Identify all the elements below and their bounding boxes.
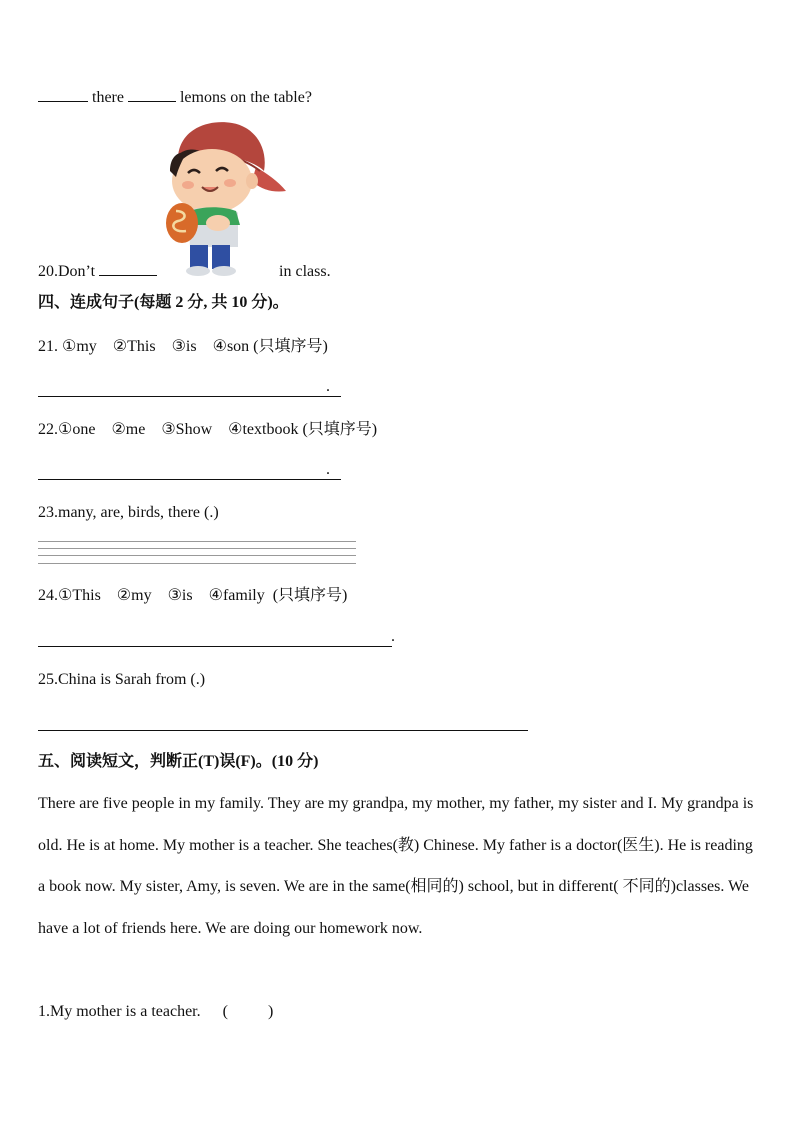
reading-passage: There are five people in my family. They are my grandpa, my mother, my father, my sister and I. My grandpa is old. He is at home. My mother is a teacher. She teaches(教) Chinese. My father is a doctor(医生). He is reading a book now. My sister, Amy, is seven. We are in the same(相同的) school, but in different( 不同的)classes. We have a lot of friends here. We are doing our homework now. xyxy=(38,795,754,937)
reading-question-1 xyxy=(38,1002,273,1022)
writing-line-2[interactable] xyxy=(38,548,356,549)
section-5-heading: 五、阅读短文，判断正(T)误(F)。(10 分) xyxy=(38,753,319,770)
answer-line-21[interactable] xyxy=(38,396,341,397)
reading-question-1-text: 1.My mother is a teacher. xyxy=(38,1003,201,1020)
writing-line-4[interactable] xyxy=(38,563,356,564)
question-20 xyxy=(38,261,331,282)
question-22: 22.①one ②me ③Show ④textbook (只填序号) xyxy=(38,421,378,438)
writing-line-3[interactable] xyxy=(38,555,356,556)
q19-text-after: lemons on the table? xyxy=(179,89,312,106)
answer-blank[interactable] xyxy=(38,87,88,102)
answer-line-25[interactable] xyxy=(38,730,528,731)
question-21: 21. ①my ②This ③is ④son (只填序号) xyxy=(38,338,328,355)
q20-label: 20.Don’t xyxy=(38,263,96,280)
answer-line-24[interactable] xyxy=(38,646,392,647)
answer-blank[interactable] xyxy=(99,261,157,276)
answer-blank[interactable] xyxy=(128,87,176,102)
question-23: 23.many, are, birds, there (.) xyxy=(38,504,219,521)
writing-line-1[interactable] xyxy=(38,541,356,542)
answer-line-24-period: . xyxy=(391,628,395,645)
answer-line-22[interactable] xyxy=(38,479,341,480)
section-4-heading: 四、连成句子(每题 2 分, 共 10 分)。 xyxy=(38,294,289,311)
answer-line-22-period: . xyxy=(326,461,330,478)
question-19 xyxy=(38,87,312,108)
q20-text-after: in class. xyxy=(279,263,331,280)
question-24: 24.①This ②my ③is ④family (只填序号) xyxy=(38,587,348,604)
question-25: 25.China is Sarah from (.) xyxy=(38,671,206,688)
answer-line-21-period: . xyxy=(326,378,330,395)
boy-with-ball-illustration xyxy=(160,115,292,277)
q19-text-before: there xyxy=(92,89,124,106)
answer-bracket[interactable]: ( ) xyxy=(222,1003,274,1020)
